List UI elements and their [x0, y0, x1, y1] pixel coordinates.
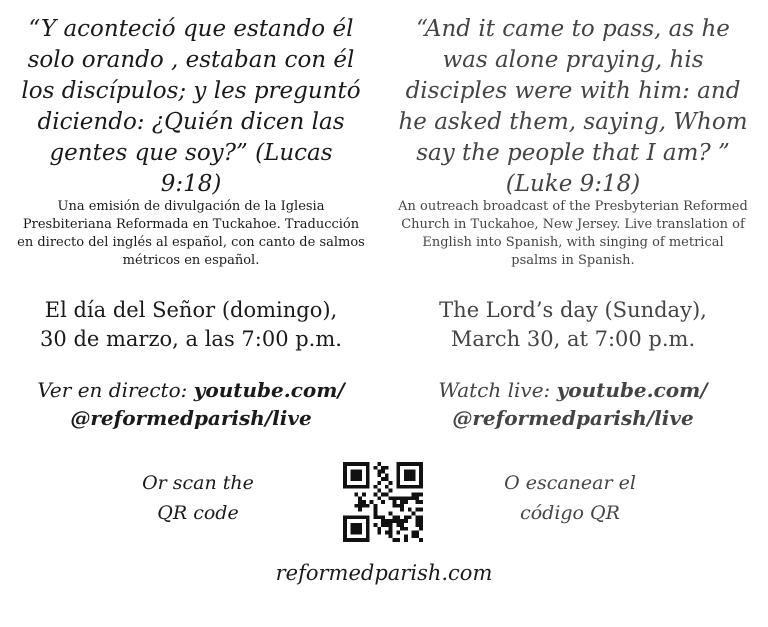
english-quote: “And it came to pass, as he was alone praying, his disciples were with him: and he asked them, saying, Whom say the people that I am? ” (Luke 9:18)	[398, 16, 748, 197]
spanish-quote: “Y aconteció que estando él solo orando , estaban con él los discípulos; y les preguntó diciendo: ¿Quién dicen las gentes que soy?” (Lucas 9:18)	[21, 16, 361, 197]
scan-prompt-spanish-line1: O escanear el	[504, 472, 636, 494]
spanish-watch-link-part1[interactable]: youtube.com/	[193, 378, 345, 402]
english-column	[398, 14, 748, 432]
spanish-date-line1: El día del Señor (domingo),	[44, 298, 338, 322]
spanish-watch-link-part2[interactable]: @reformedparish/live	[70, 406, 312, 430]
website-link[interactable]: reformedparish.com	[275, 561, 493, 585]
scan-prompt-spanish	[470, 468, 670, 528]
scan-prompt-english-line2: QR code	[157, 502, 239, 524]
spanish-date	[16, 296, 366, 354]
spanish-date-line2: 30 de marzo, a las 7:00 p.m.	[40, 327, 342, 351]
english-date-line2: March 30, at 7:00 p.m.	[450, 327, 696, 351]
english-date-line1: The Lord’s day (Sunday),	[439, 298, 707, 322]
qr-code-icon[interactable]	[343, 462, 423, 542]
spanish-watch-label: Ver en directo:	[37, 378, 194, 402]
english-watch-link-part2[interactable]: @reformedparish/live	[452, 406, 694, 430]
english-date	[398, 296, 748, 354]
english-blurb: An outreach broadcast of the Presbyterian Reformed Church in Tuckahoe, New Jersey. Live translation of English into Spanish, with singing of metrical psalms in Spanish.	[398, 199, 748, 268]
scan-prompt-spanish-line2: código QR	[520, 502, 620, 524]
spanish-blurb: Una emisión de divulgación de la Iglesia Presbiteriana Reformada en Tuckahoe. Traducción en directo del inglés al español, con canto de salmos métricos en español.	[17, 199, 365, 268]
english-watch-label: Watch live:	[438, 378, 557, 402]
english-watch-live	[398, 376, 748, 432]
scan-prompt-english-line1: Or scan the	[142, 472, 254, 494]
spanish-column	[16, 14, 366, 432]
spanish-watch-live	[16, 376, 366, 432]
english-watch-link-part1[interactable]: youtube.com/	[556, 378, 708, 402]
scan-prompt-english	[98, 468, 298, 528]
